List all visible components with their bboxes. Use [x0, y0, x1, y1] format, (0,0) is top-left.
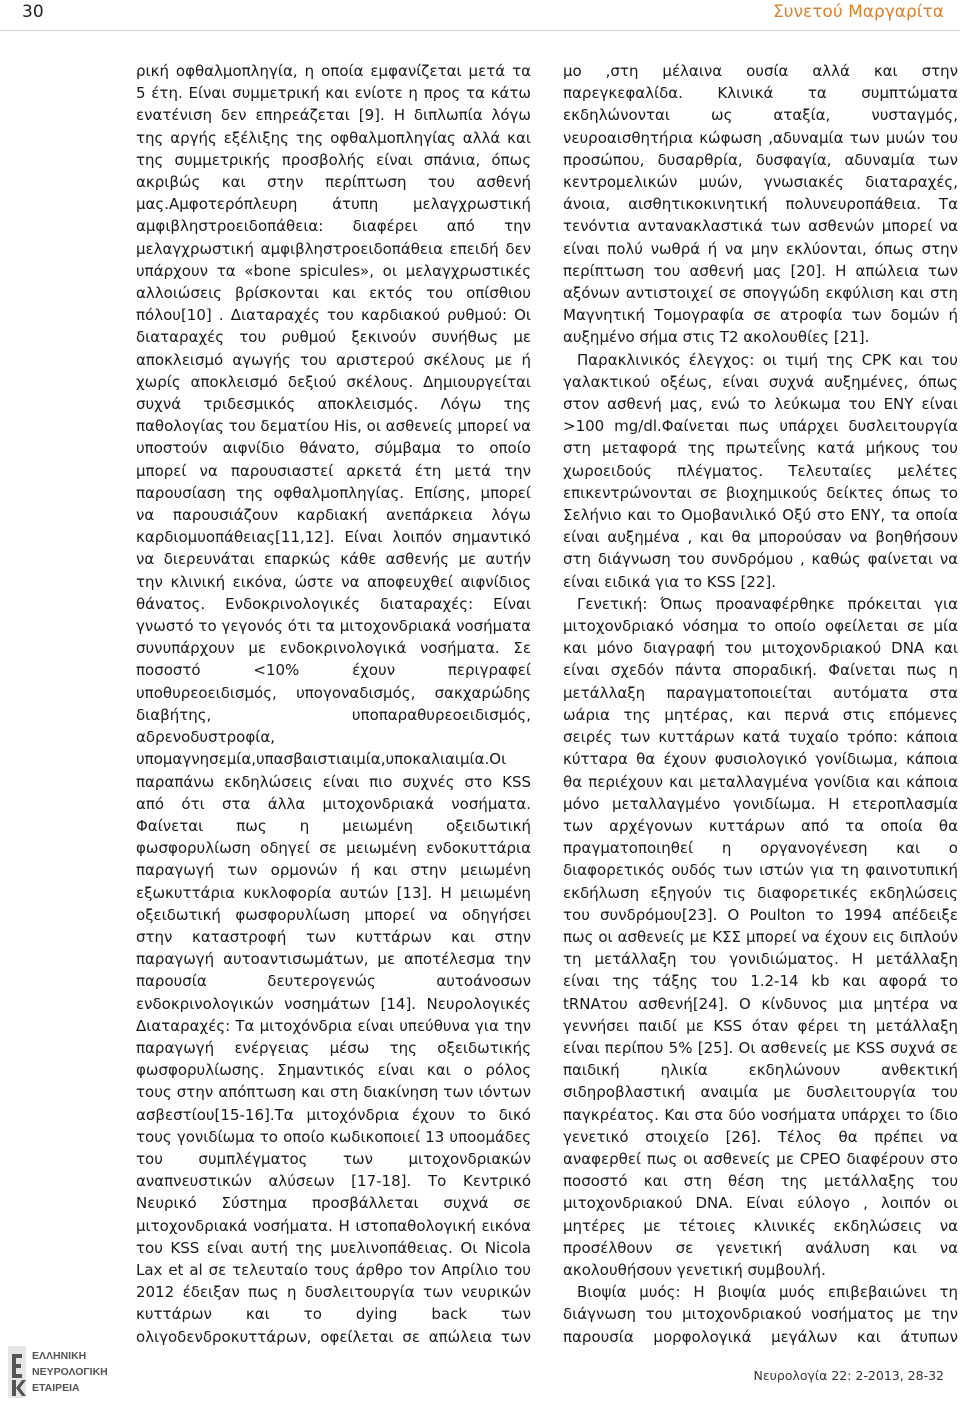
body-paragraph: Γενετική: Όπως προαναφέρθηκε πρόκειται για μιτοχονδριακό νόσημα το οποίο οφείλεται σε μία και μόνο διαγραφή του μιτοχονδριακού DNA και είναι σχεδόν πάντα σποραδική. Φαίνεται πως η μετάλλαξη παραγματοποιείται αυτόματα στα ωάρια της μητέρας, και περνά στις επόμενες σειρές των κυττάρων κατά τυχαίο τρόπο: κάποια κύτταρα θα έχουν φυσιολογικό γονίδιωμα, κάποια θα περιέχουν και μεταλλαγμένα γονίδια και κάποια μόνο μεταλλαγμένο γονιδίωμα. Η ετεροπλασμία των αρχέγονων κυττάρων από τα οποία θα πραγματοποιηθεί η οργανογένεση και ο διαφορετικός ουδός των ιστών για τη φαινοτυπική εκδήλωση εξηγούν τις διαφορετικές εκδηλώσεις του συνδρόμου[23]. Ο Poulton το 1994 απέδειξε πως οι ασθενείς με ΚΣΣ μπορεί να έχουν εις διπλούν τη μετάλλαξη του γονιδιώματος. Η μετάλλαξη είναι της τάξης του 1.2-14 kb και αφορά το tRNAτου ασθενή[24]. Ο κίνδυνος μια μητέρα να γεννήσει παιδί με KSS όταν φέρει τη μετάλλαξη είναι περίπου 5% [25]. Οι ασθενείς με KSS συχνά σε παιδική ηλικία εκδηλώνουν ανθεκτική σιδηροβλαστική αναιμία με δυσλειτουργία του παγκρέατος. Και στα δύο νοσήματα υπάρχει το ίδιο γενετικό στοιχείο [26]. Τέλος θα πρέπει να αναφερθεί πως οι ασθενείς με CPEO διαφέρουν στο ποσοστό και στη θέση της μετάλλαξης του μιτοχονδριακού DNA. Είναι εύλογο , λοιπόν οι μητέρες με τέτοιες κλινικές εκδηλώσεις να προσέλθουν σε γενετική ανάλυση και να ακολουθήσουν γενετική συμβουλή.	[563, 594, 958, 1279]
body-paragraph: Παρακλινικός έλεγχος: οι τιμή της CPK και του γαλακτικού οξέως, είναι συχνά αυξημένες, όπως στον ασθενή μας, ενώ το λεύκωμα του ΕΝΥ είναι >100 mg/dl.Φαίνεται πως υπάρχει δυσλειτουργία στη μεταφορά της πρωτεΐνης κατά μήκους του χωροειδούς πλέγματος. Τελευταίες μελέτες επικεντρώνονται σε βιοχημικούς δείκτες όπως το Σελήνιο και το Ομοβανιλικό Οξύ στο ΕΝΥ, τα οποία είναι αυξημένα , και θα μπορούσαν να βοηθήσουν στη διάγνωση του συνδρόμου , καθώς φαίνεται να είναι ειδικά για το KSS [22].	[563, 350, 958, 591]
society-logo	[8, 1344, 120, 1400]
page-number: 30	[22, 2, 44, 22]
left-column	[136, 60, 531, 1345]
right-column	[563, 60, 958, 1345]
journal-citation: Νευρολογία 22: 2-2013, 28-32	[753, 1368, 944, 1383]
body-paragraph: Βιοψία μυός: Η βιοψία μυός επιβεβαιώνει τη διάγνωση του μιτοχονδριακού νοσήματος με την παρουσία μορφολογικά μεγάλων και άτυπων	[563, 1283, 958, 1345]
body-paragraph: ρική οφθαλμοπληγία, η οποία εμφανίζεται μετά τα 5 έτη. Είναι συμμετρική και ενίοτε η πρoς τα κάτω ενατένιση δεν επηρεάζεται [9]. Η διπλωπία λόγω της αργής εξέλιξης της οφθαλμοπληγίας αλλά και της συμμετρικής προσβολής είναι σπάνια, όπως ακριβώς και στην περίπτωση του ασθενή μας.Αμφοτερόπλευρη άτυπη μελαγχρωστική αμφιβληστροειδοπάθεια: διαφέρει από την μελαγχρωστική αμφιβληστροειδοπάθεια επειδή δεν υπάρχουν τα «bone spicules», οι μελαγχρωστικές αλλοιώσεις βρίσκονται και εκτός του οπίσθιου πόλου[10] . Διαταραχές του καρδιακού ρυθμού: Οι διαταραχές του ρυθμού ξεκινούν συνήθως με αποκλεισμό αγωγής του αριστερού σκέλους με ή χωρίς αποκλεισμό δεξιού σκέλους. Δημιουργείται συχνά τριδεσμικός αποκλεισμός. Λόγω της παθολογίας του δεματίου His, οι ασθενείς μπορεί να υποστούν αιφνίδιο θάνατο, σύμβαμα το οποίο μπορεί να παρουσιαστεί αρκετά έτη μετά την παρουσίαση της οφθαλμοπληγίας. Επίσης, μπορεί να παρουσιάζουν καρδιακή ανεπάρκεια λόγω καρδιομυοπάθειας[11,12]. Είναι λοιπόν σημαντικό να διερευνάται επαρκώς κάθε ασθενής με αυτήν την κλινική εικόνα, ώστε να αποφευχθεί αιφνίδιος θάνατος. Ενδοκρινολογικές διαταραχές: Είναι γνωστό το γεγονός ότι τα μιτοχονδριακά νοσήματα συνυπάρχουν με ενδοκρινολογικά νοσήματα. Σε ποσοστό <10% έχουν περιγραφεί υποθυρεοειδισμός, υπογοναδισμός, σακχαρώδης διαβήτης, υποπαραθυρεοειδισμός, αδρενοδυστροφία, υπομαγνησεμία,υπασβαιστιαιμία,υποκαλιαιμία.Οι παραπάνω εκδηλώσεις είναι πιο συχνές στο KSS από ότι στα άλλα μιτοχονδριακά νοσήματα. Φαίνεται πως η μειωμένη οξειδωτική φωσφορυλίωση οδηγεί σε μειωμένη ενδοκυττάρια παραγωγή των ορμονών ή και στην μειωμένη εξωκυττάρια κυκλοφορία αυτών [13]. Η μειωμένη οξειδωτική φωσφορυλίωση μπορεί να οδηγήσει στην καταστροφή των κυττάρων και στην παραγωγή αυτοαντισωμάτων, με αποτέλεσμα την παρουσία δευτερογενώς αυτοάνοσων ενδοκρινολογικών νοσημάτων [14]. Νευρολογικές Διαταραχές: Τα μιτοχόνδρια είναι υπεύθυνα για την παραγωγή ενέργειας μέσω της οξειδωτικής φωσφορυλίωσης. Σημαντικός είναι και ο ρόλος τους στην απόπτωση και στη διακίνηση των ιόντων ασβεστίου[15-16].Τα μιτοχόνδρια έχουν το δικό τους γονιδίωμα το οποίο κωδικοποιεί 13 υποομάδες του συμπλέγματος των μιτοχονδριακών αναπνευστικών αλύσεων [17-18]. Το Κεντρικό Νευρικό Σύστημα προσβάλλεται συχνά σε μιτοχονδριακά νοσήματα. Η ιστοπαθολογική εικόνα του KSS είναι αυτή της μυελινοπάθειας. Οι Nicola Lax et al σε τελευταίο τους άρθρο τον Απρίλιο του 2012 έδειξαν πως η δυσλειτουργία των νευρικών κυττάρων και το dying back των ολιγοδενδροκυττάρων, οφείλεται σε απώλεια των	[136, 62, 531, 1345]
logo-line-1: ΕΛΛΗΝΙΚΗ	[32, 1350, 87, 1362]
running-head-author: Συνετού Μαργαρίτα	[772, 2, 944, 22]
logo-line-2: ΝΕΥΡΟΛΟΓΙΚΗ	[32, 1366, 108, 1378]
body-paragraph: μο ,στη μέλαινα ουσία αλλά και στην παρεγκεφαλίδα. Κλινικά τα συμπτώματα εκδηλώνονται ως αταξία, νυσταγμός, νευροαισθητήρια κώφωση ,αδυναμία των μυών του προσώπου, δυσαρθρία, δυσφαγία, αδυναμία των κεντρομελικών μυών, γνωσιακές διαταραχές, άνοια, αισθητικοκινητική πολυνευροπάθεια. Τα τενόντια αντανακλαστικά των ασθενών μπορεί να είναι πολύ νωθρά ή να μην εκλύονται, όπως στην περίπτωση του ασθενή μας [20]. Η απώλεια των αξόνων αντιστοιχεί σε σπογγώδη εκφύλιση και στη Μαγνητική Τομογραφία σε ατροφία των δομών ή αυξημένο σήμα στις Τ2 ακολουθίες [21].	[563, 62, 958, 347]
logo-line-3: ΕΤΑΙΡΕΙΑ	[32, 1382, 80, 1394]
page-header	[0, 0, 960, 44]
header-rule	[0, 30, 960, 31]
